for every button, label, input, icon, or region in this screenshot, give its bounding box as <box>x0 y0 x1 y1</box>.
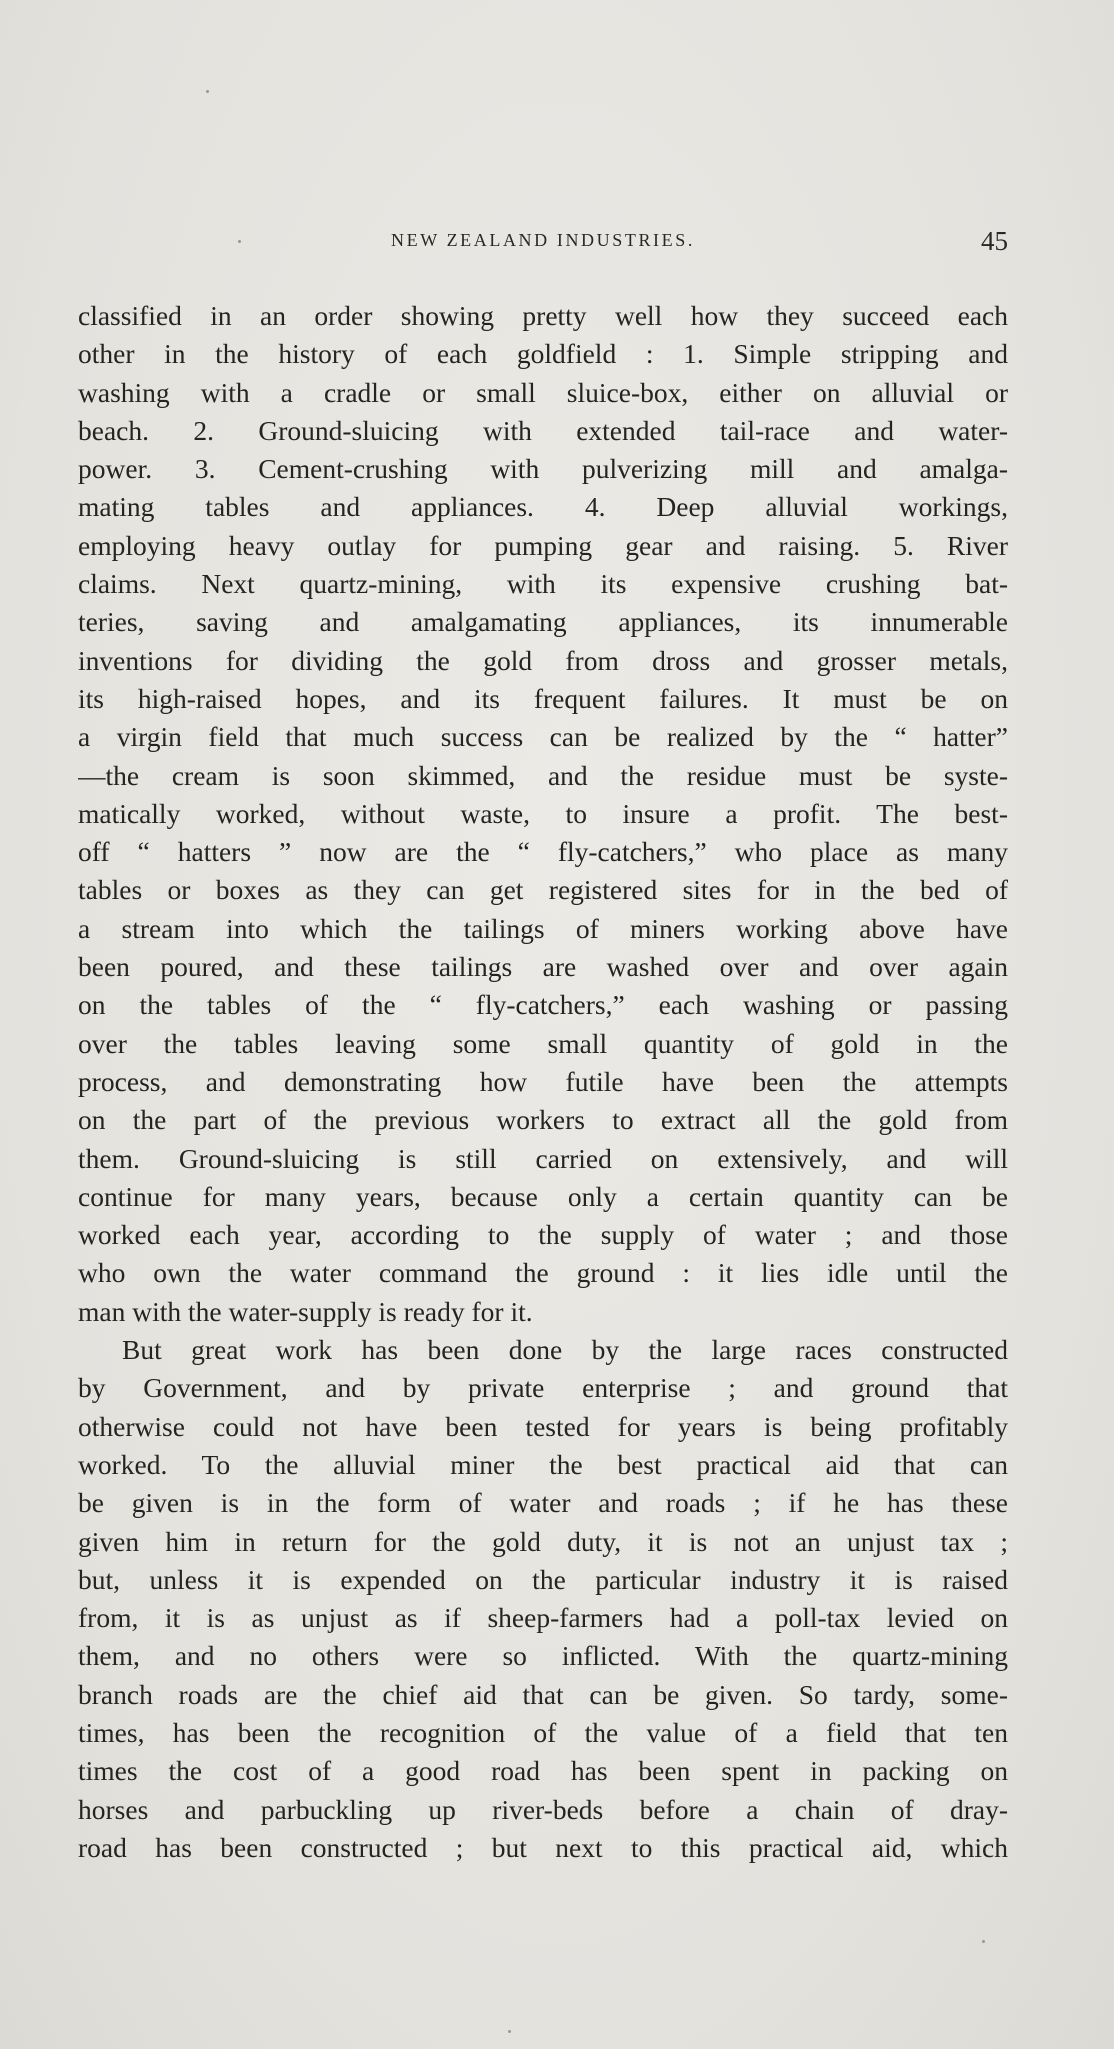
text-line: been poured, and these tailings are washed over and over again <box>78 951 1008 983</box>
text-line: on the part of the previous workers to extract all the gold from <box>78 1104 1008 1136</box>
text-line: them. Ground-sluicing is still carried on extensively, and will <box>78 1142 1008 1174</box>
text-line: be given is in the form of water and roads ; if he has these <box>78 1487 1008 1519</box>
text-line: a stream into which the tailings of miners working above have <box>78 912 1008 944</box>
text-line: process, and demonstrating how futile have been the attempts <box>78 1065 1008 1097</box>
text-line: them, and no others were so inflicted. With the quartz-mining <box>78 1640 1008 1672</box>
text-line: branch roads are the chief aid that can be given. So tardy, some- <box>78 1678 1008 1710</box>
text-line: —the cream is soon skimmed, and the residue must be syste- <box>78 759 1008 791</box>
paper-speck <box>508 2030 511 2033</box>
text-line: times, has been the recognition of the value of a field that ten <box>78 1716 1008 1748</box>
text-line: road has been constructed ; but next to this practical aid, which <box>78 1831 1008 1863</box>
text-line: given him in return for the gold duty, it is not an unjust tax ; <box>78 1525 1008 1557</box>
text-line: continue for many years, because only a certain quantity can be <box>78 1180 1008 1212</box>
text-line: teries, saving and amalgamating appliances, its innumerable <box>78 606 1008 638</box>
text-line: by Government, and by private enterprise ; and ground that <box>78 1372 1008 1404</box>
text-line: its high-raised hopes, and its frequent failures. It must be on <box>78 682 1008 714</box>
text-line: inventions for dividing the gold from dross and grosser metals, <box>78 644 1008 676</box>
running-head: NEW ZEALAND INDUSTRIES. <box>391 230 695 250</box>
paper-speck <box>982 1940 985 1943</box>
text-line: worked. To the alluvial miner the best practical aid that can <box>78 1448 1008 1480</box>
text-line: horses and parbuckling up river-beds before a chain of dray- <box>78 1793 1008 1825</box>
text-line: claims. Next quartz-mining, with its expensive crushing bat- <box>78 568 1008 600</box>
text-line: who own the water command the ground : it lies idle until the <box>78 1257 1008 1289</box>
text-line: employing heavy outlay for pumping gear and raising. 5. River <box>78 529 1008 561</box>
text-line: washing with a cradle or small sluice-box, either on alluvial or <box>78 376 1008 408</box>
text-line: over the tables leaving some small quantity of gold in the <box>78 1027 1008 1059</box>
text-line: matically worked, without waste, to insure a profit. The best- <box>78 797 1008 829</box>
text-line: otherwise could not have been tested for years is being profitably <box>78 1410 1008 1442</box>
text-line: power. 3. Cement-crushing with pulverizing mill and amalga- <box>78 453 1008 485</box>
text-line: But great work has been done by the large races constructed <box>122 1334 1008 1366</box>
text-line: off “ hatters ” now are the “ fly-catchers,” who place as many <box>78 836 1008 868</box>
text-line: on the tables of the “ fly-catchers,” each washing or passing <box>78 989 1008 1021</box>
text-line: other in the history of each goldfield : 1. Simple stripping and <box>78 338 1008 370</box>
text-line: from, it is as unjust as if sheep-farmers had a poll-tax levied on <box>78 1602 1008 1634</box>
page-number: 45 <box>981 226 1008 256</box>
text-line: tables or boxes as they can get registered sites for in the bed of <box>78 874 1008 906</box>
text-line: mating tables and appliances. 4. Deep alluvial workings, <box>78 491 1008 523</box>
text-line: man with the water-supply is ready for it. <box>78 1295 533 1327</box>
body-text <box>78 297 1008 1867</box>
paragraph-2 <box>78 1331 1008 1867</box>
text-line: times the cost of a good road has been spent in packing on <box>78 1755 1008 1787</box>
text-line: classified in an order showing pretty well how they succeed each <box>78 300 1008 331</box>
paragraph-1 <box>78 297 1008 1331</box>
text-line: worked each year, according to the supply of water ; and those <box>78 1219 1008 1251</box>
page-header <box>78 226 1008 266</box>
text-line: a virgin field that much success can be realized by the “ hatter” <box>78 721 1008 753</box>
paper-speck <box>206 90 209 93</box>
text-line: beach. 2. Ground-sluicing with extended tail-race and water- <box>78 414 1008 446</box>
text-line: but, unless it is expended on the particular industry it is raised <box>78 1563 1008 1595</box>
